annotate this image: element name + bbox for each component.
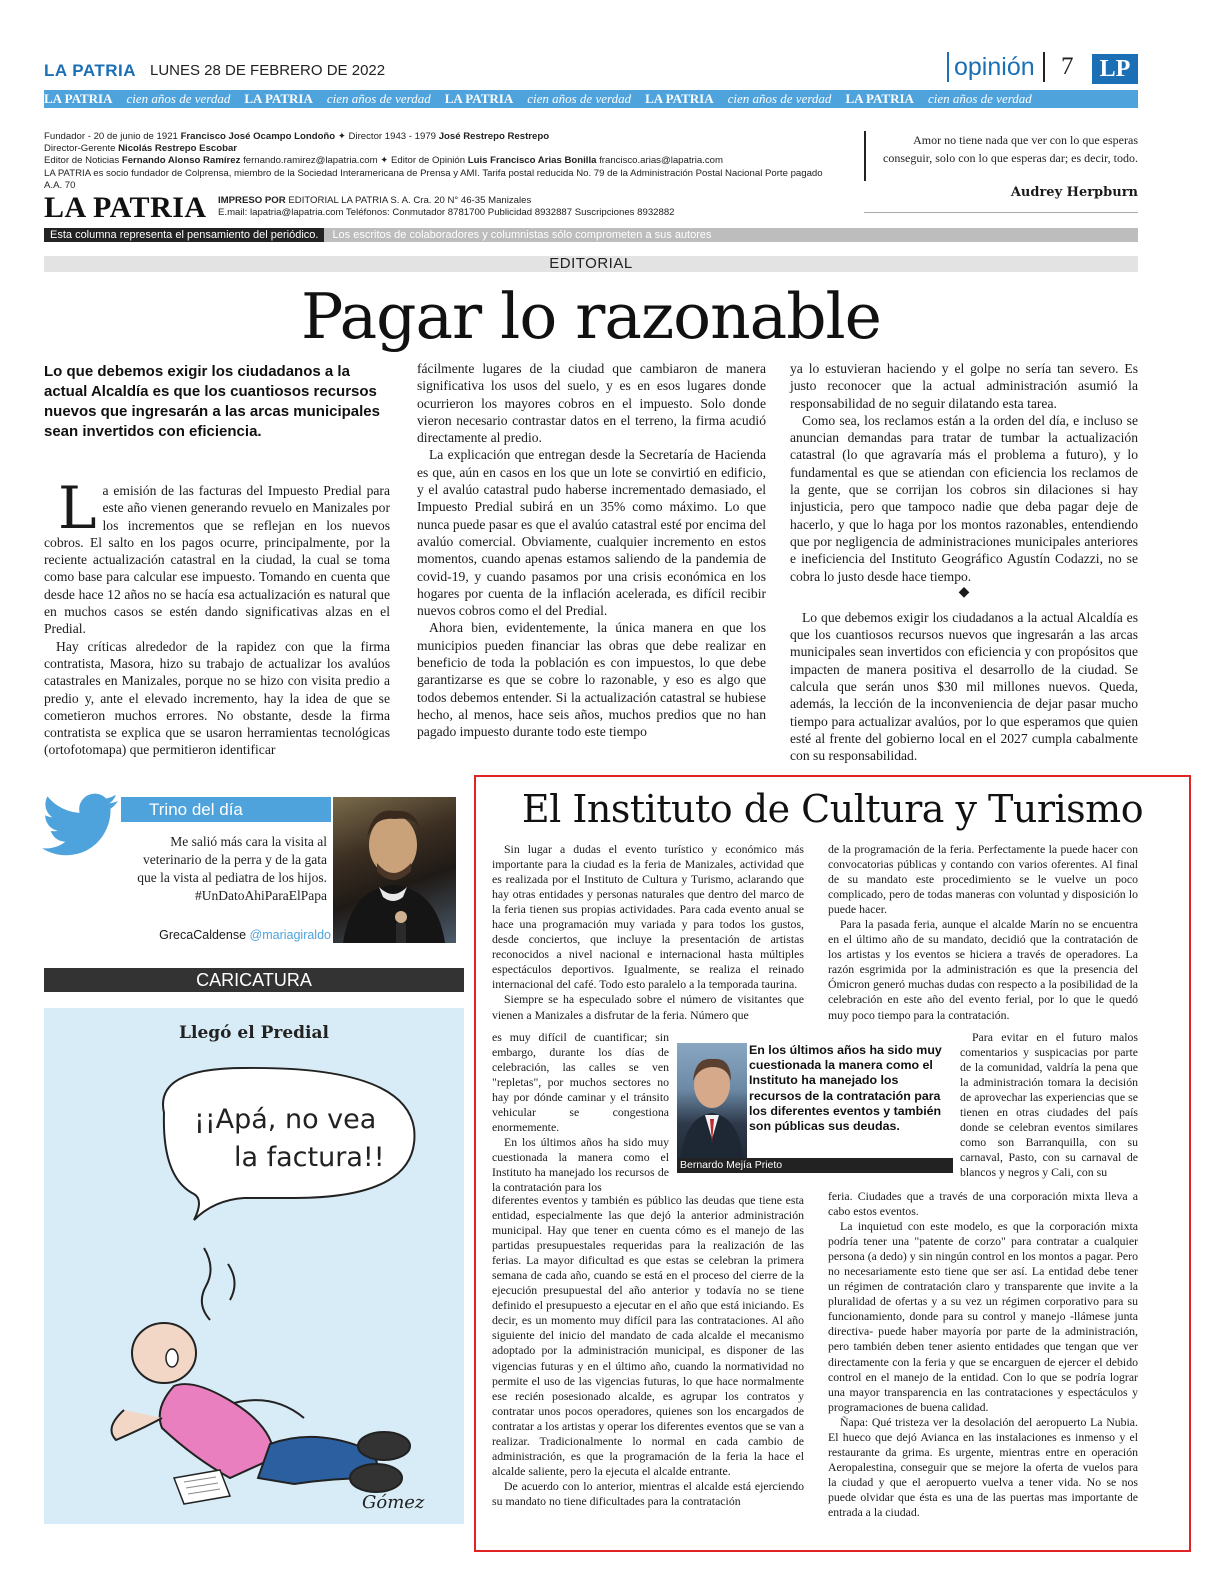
tweet-author bbox=[121, 928, 331, 942]
press-info bbox=[218, 195, 838, 219]
column-paragraph: En los últimos años ha sido muy cuestionada la manera como el Instituto ha manejado los recursos de la contratación para los bbox=[492, 1135, 669, 1195]
membership-note: LA PATRIA es socio fundador de Colprensa, miembro de la Sociedad Interamericana de Prensa y AMI. Tarifa postal reducida No. 79 de la Administración Postal Nacional Porte pagado A.A. 70 bbox=[44, 167, 823, 191]
credits-block bbox=[44, 131, 834, 192]
column-paragraph: De acuerdo con lo anterior, mientras el alcalde está ejerciendo su mandato no tiene dificultades para la contratación bbox=[492, 1478, 804, 1508]
disclaimer-left: Esta columna representa el pensamiento del periódico. bbox=[44, 228, 324, 242]
banner-name: LA PATRIA bbox=[244, 91, 313, 106]
divider bbox=[864, 212, 1138, 213]
lp-badge: LP bbox=[1092, 54, 1138, 84]
opinion-editor-email[interactable]: francisco.arias@lapatria.com bbox=[599, 155, 723, 167]
cartoon-signature: Gómez bbox=[362, 1492, 425, 1513]
opinion-editor-label: Editor de Opinión bbox=[390, 155, 466, 167]
editorial-label: EDITORIAL bbox=[44, 256, 1138, 272]
pull-quote: En los últimos años ha sido muy cuestionada la manera como el Instituto ha manejado los recursos de la contratación para los diferentes eventos y también son públicas sus deudas. bbox=[749, 1043, 942, 1134]
tweet-author-name: GrecaCaldense bbox=[159, 928, 247, 942]
editorial-column-3 bbox=[790, 360, 1138, 765]
news-editor-email[interactable]: fernando.ramirez@lapatria.com bbox=[243, 155, 378, 167]
news-editor-name: Fernando Alonso Ramírez bbox=[121, 155, 241, 167]
opinion-editor-name: Luis Francisco Arias Bonilla bbox=[467, 155, 597, 167]
twitter-bird-icon bbox=[42, 793, 120, 857]
author-photo bbox=[677, 1043, 747, 1158]
banner-motto: cien años de verdad bbox=[727, 91, 832, 106]
masthead-logo: LA PATRIA bbox=[44, 191, 207, 224]
column-text-a-top bbox=[492, 842, 804, 1023]
column-paragraph: diferentes eventos y también es público las deudas que tiene esta entidad, especialmente las que dejó la anterior administración municipal. Hay que tener en cuenta cómo es el manejo de las partidas presupuestales requeridas para la realización de las ferias. La mayor dificultad es que estas se celebran la primera semana de cada año, cuando se está en el proceso del cierre de la ejecución presupuestal del año anterior y todavía no se tiene definido el presupuesto a ejecutar en el año que está iniciando. Es decir, es un momento muy difícil para las contrataciones. Al año siguiente del inicio del mandato de cada alcalde el mecanismo adoptado por la administración municipal, es disponer de las vigencias futuras y en el último año, cuando la normatividad no permite el uso de las vigencias futuras, lo que hace normalmente ese recién posesionado alcalde, es agrupar los contratos y contratar unos pocos operadores, quienes son los encargados de contratar a los artistas y operar los diferentes eventos que se van a realizar. Tradicionalmente lo normal en cada cambio de administración, es que la programación de la feria la hace el alcalde saliente, pero la ejecuta el alcalde entrante. bbox=[492, 1193, 804, 1478]
column-paragraph: feria. Ciudades que a través de una corporación mixta lleva a cabo estos eventos. bbox=[828, 1189, 1138, 1219]
speech-line-1: ¡¡Apá, no vea bbox=[194, 1104, 377, 1135]
director-name: José Restrepo Restrepo bbox=[438, 131, 550, 142]
column-title: El Instituto de Cultura y Turismo bbox=[521, 787, 1144, 831]
column-paragraph: Ñapa: Qué tristeza ver la desolación del aeropuerto La Nubia. El hueco que dejó Avianca en las instalaciones es inmenso y el restaurante da grima. Es urgente, mientras entre en operación Aeropalestina, conseguir que se mejore la oferta de vuelos para la ciudad y que el aeropuerto vuelva a tener vida. No se nos puede olvidar que ésta es una de las puertas mas importante de entrada a la ciudad. bbox=[828, 1414, 1138, 1519]
quote-box bbox=[864, 131, 1138, 181]
banner-name: LA PATRIA bbox=[645, 91, 714, 106]
centenary-banner bbox=[44, 90, 1138, 108]
star-icon: ✦ bbox=[337, 131, 346, 142]
column-paragraph: Sin lugar a dudas el evento turístico y económico más importante para la ciudad es la feria de Manizales, actividad que es realizada por el Instituto de Cultura y Turismo, aclarando que hay otras entidades y personas naturales que dentro del marco de la feria tienen sus propias actividades. Para cada evento anual se hace una programación muy variada y para todos los gustos, desde conciertos, que incluye la presentación de artistas reconocidos a nivel nacional e internacional hasta múltiples espectáculos deportivos. Igualmente, se realiza el reinado internacional del café. Todo esto paralelo a la temporada taurina. bbox=[492, 842, 804, 992]
column-paragraph: es muy difícil de cuantificar; sin embargo, durante los días de celebración, las calles se ven "repletas", por muchos sectores no hay por dónde caminar y el tránsito vehicular se congestiona enormemente. bbox=[492, 1030, 669, 1135]
credits-line-2 bbox=[44, 143, 834, 155]
news-editor-label: Editor de Noticias bbox=[44, 155, 120, 167]
editorial-paragraph: La explicación que entregan desde la Secretaría de Hacienda es que, aún en casos en los que un lote se convirtió en edificio, y el avalúo catastral pudo haberse incrementado demasiado, el Impuesto Predial subirá en un 35% como máximo. Lo que nunca puede pasar es que el avalúo catastral esté por encima del avalúo comercial. Obviamente, cualquier incremento en estos momentos, cuando apenas estamos saliendo de la pandemia de covid-19, y cuando pasamos por una crisis económica en los hogares por cuenta de la inflación acelerada, es difícil recibir nuevos cobros como el del Predial. bbox=[417, 447, 766, 619]
editorial-column-1 bbox=[44, 474, 390, 759]
credits-line-1 bbox=[44, 131, 834, 143]
header-date: LUNES 28 DE FEBRERO DE 2022 bbox=[150, 62, 386, 79]
editorial-paragraph: ya lo estuvieran haciendo y el golpe no sería tan severo. Es justo reconocer que la actual administración asumió la responsabilidad de no seguir dilatando esta tarea. bbox=[790, 361, 1138, 411]
editorial-paragraph: Ahora bien, evidentemente, la única manera en que los municipios pueden financiar las obras que debe realizar en beneficio de toda la población es con impuestos, lo que debe garantizarse es que se cobre lo razonable, y eso es algo que todos debemos entender. Si la actualización catastral se hubiese hecho, al menos, hace seis años, muchos predios que no han pagado impuesto durante todo este tiempo bbox=[417, 620, 766, 740]
header-logo: LA PATRIA bbox=[44, 61, 137, 80]
director-label: Director 1943 - 1979 bbox=[348, 131, 437, 142]
credits-line-3 bbox=[44, 155, 834, 167]
editorial-title: Pagar lo razonable bbox=[301, 280, 881, 353]
editorial-paragraph: a emisión de las facturas del Impuesto Predial para este año vienen generando revuelo en Manizales por los incrementos que se reflejan en los nuevos cobros. El salto en los pagos ocurre, principalmente, por la reciente actualización catastral en la ciudad, la cual se toma como base para calcular ese impuesto. Tomando en cuenta que desde hace 12 años no se hacía esa actualización es natural que en muchos casos se estén dando significativas alzas en el Predial. bbox=[44, 483, 390, 637]
author-caption: Bernardo Mejía Prieto bbox=[677, 1158, 953, 1173]
caricatura-label: CARICATURA bbox=[44, 968, 464, 992]
column-paragraph: Para la pasada feria, aunque el alcalde Marín no se encuentra en el último año de su mandato, decidió que la contratación de los artistas y los eventos se hiciera a través de operadores. La razón esgrimida por la administración es que la presencia del Ómicron generó muchas dudas con respecto a la posibilidad de la celebración en este año del evento ferial, por lo que le quedó muy poco tiempo para la contratación. bbox=[828, 917, 1138, 1022]
founder-name: Francisco José Ocampo Londoño bbox=[180, 131, 336, 142]
cartoon-title: Llegó el Predial bbox=[179, 1023, 329, 1043]
disclaimer-right: Los escritos de colaboradores y columnistas sólo comprometen a sus autores bbox=[332, 229, 712, 241]
editorial-column-2 bbox=[417, 360, 766, 741]
column-text-a-narrow bbox=[492, 1030, 669, 1196]
editorial-paragraph: fácilmente lugares de la ciudad que cambiaron de manera significativa los usos del suelo, y es en esos lugares donde ocurrieron los mayores cobros en el impuesto. Solo donde vieron necesario contrastar datos en el terreno, la firma acudió directamente al predio. bbox=[417, 361, 766, 446]
press-line bbox=[218, 195, 838, 207]
diamond-icon: ◆ bbox=[958, 584, 970, 600]
banner-motto: cien años de verdad bbox=[326, 91, 431, 106]
dropcap: L bbox=[58, 474, 97, 542]
column-text-b-bottom bbox=[828, 1189, 1138, 1520]
trino-label: Trino del día bbox=[121, 797, 331, 822]
column-paragraph: de la programación de la feria. Perfectamente la puede hacer con convocatorias públicas y contando con varios oferentes. Al final de su mandato este procedimiento se le vuelve un poco complicado, pero de todas maneras con voluntad y disposición lo puede hacer. bbox=[828, 842, 1138, 917]
page-number: 7 bbox=[1061, 53, 1074, 80]
column-text-b-top bbox=[828, 842, 1138, 1023]
editorial-lead: Lo que debemos exigir los ciudadanos a la actual Alcaldía es que los cuantiosos recursos nuevos que ingresarán a las arcas municipales sean invertidos con eficiencia. bbox=[44, 363, 380, 440]
founder-label: Fundador - 20 de junio de 1921 bbox=[44, 131, 178, 142]
section-label: opinión bbox=[947, 52, 1045, 82]
column-text-a-bottom bbox=[492, 1193, 804, 1509]
star-icon: ✦ bbox=[380, 155, 389, 167]
banner-name: LA PATRIA bbox=[444, 91, 514, 106]
tweet-text: Me salió más cara la visita al veterinario de la perra y de la gata que la vista al pediatra de los hijos. #UnDatoAhiParaElPapa bbox=[137, 834, 327, 903]
editorial-paragraph: Hay críticas alrededor de la rapidez con que la firma contratista, Masora, hizo su trabajo de actualizar los avalúos catastrales en Manizales, porque no se hizo con visita predio a predio y, ante el elevado incremento, hay la idea de que se cometieron muchos errores. No obstante, desde la firma contratista se explica que se usaron herramientas tecnológicas (ortofotomapa) que permitieron identificar bbox=[44, 638, 390, 758]
editorial-paragraph: Como sea, los reclamos están a la orden del día, e incluso se anuncian demandas para tratar de tumbar la actualización catastral (lo que agravaría más el problema a futuro), y lo fundamental es que se atiendan con eficiencia los reclamos de la gente, que se corrijan los cobros sin dilaciones si hay injusticia, pero que tampoco nadie que deba pagar deje de hacerlo, y que lo haga por los montos razonables, entendiendo que por negligencia de administraciones municipales anteriores e ineficiencia del Instituto Geográfico Agustín Codazzi, no se cobra lo justo desde hace tiempo. bbox=[790, 412, 1138, 584]
quote-author: Audrey Herpburn bbox=[1010, 185, 1138, 200]
banner-motto: cien años de verdad bbox=[527, 91, 632, 106]
tweet-handle[interactable]: @mariagiraldo bbox=[249, 928, 331, 942]
column-text-b-narrow bbox=[960, 1030, 1138, 1180]
banner-name: LA PATRIA bbox=[44, 91, 113, 106]
disclaimer-bar bbox=[44, 228, 1138, 242]
speech-line-2: la factura!! bbox=[234, 1142, 385, 1173]
banner-name: LA PATRIA bbox=[845, 91, 914, 106]
column-paragraph: Para evitar en el futuro malos comentarios y suspicacias por parte de la comunidad, valdría la pena que la administración tomara la decisión de aprovechar las experiencias que se tienen en otras ciudades del país donde se celebran eventos similares como son Barranquilla, con su carnaval, Pasto, con su carnaval de blancos y negros y Cali, con su bbox=[960, 1030, 1138, 1180]
trino-image bbox=[333, 797, 456, 943]
contact-line: E.mail: lapatria@lapatria.com Teléfonos: Conmutador 8781700 Publicidad 8932887 Suscripciones 8932882 bbox=[218, 207, 675, 218]
manager-name: Nicolás Restrepo Escobar bbox=[118, 143, 238, 155]
editorial-paragraph: Lo que debemos exigir los ciudadanos a la actual Alcaldía es que los cuantiosos recursos nuevos que ingresarán a las arcas municipales sean invertidos con eficiencia y con propósitos que impacten de manera positiva el desarrollo de la ciudad. Se calcula que serán unos $30 mil millones nuevos. Queda, además, la lección de la inconveniencia de dejar pasar mucho tiempo para actualizar avalúos, por lo que esperamos que quien esté al frente del gobierno local en el 2027 cumpla cabalmente con su responsabilidad. bbox=[790, 609, 1138, 764]
banner-motto: cien años de verdad bbox=[126, 91, 231, 106]
manager-label: Director-Gerente bbox=[44, 143, 116, 155]
column-paragraph: La inquietud con este modelo, es que la corporación mixta podría tener una "patente de corzo" para contratar a cualquier persona (a dedo) y sin ningún control en los montos a pagar. Pero no necesariamente esto tiene que ser así. La entidad debe tener un régimen de contratación claro y transparente que invite a la pluralidad de ofertas y a su vez un régimen corporativo para su funcionamiento, donde para su control y manejo -llámese junta directiva- puede haber mayoría por parte de la administración, pero también deben tener asiento entidades que tengan que ver directamente con la feria y que se encarguen de ejercer el debido control en el manejo de la entidad. Con lo que se podría lograr una mayor transparencia en las contrataciones y espectáculos y programaciones de buena calidad. bbox=[828, 1219, 1138, 1414]
press-label: IMPRESO POR bbox=[218, 195, 286, 206]
press-address: EDITORIAL LA PATRIA S. A. Cra. 20 N° 46-35 Manizales bbox=[288, 195, 532, 206]
quote-text: Amor no tiene nada que ver con lo que esperas conseguir, solo con lo que esperas dar; es decir, todo. bbox=[883, 133, 1138, 165]
column-paragraph: Siempre se ha especulado sobre el número de visitantes que vienen a Manizales a disfrutar de la feria. Número que bbox=[492, 992, 804, 1022]
banner-motto: cien años de verdad bbox=[927, 91, 1032, 106]
cartoon bbox=[44, 1008, 464, 1524]
